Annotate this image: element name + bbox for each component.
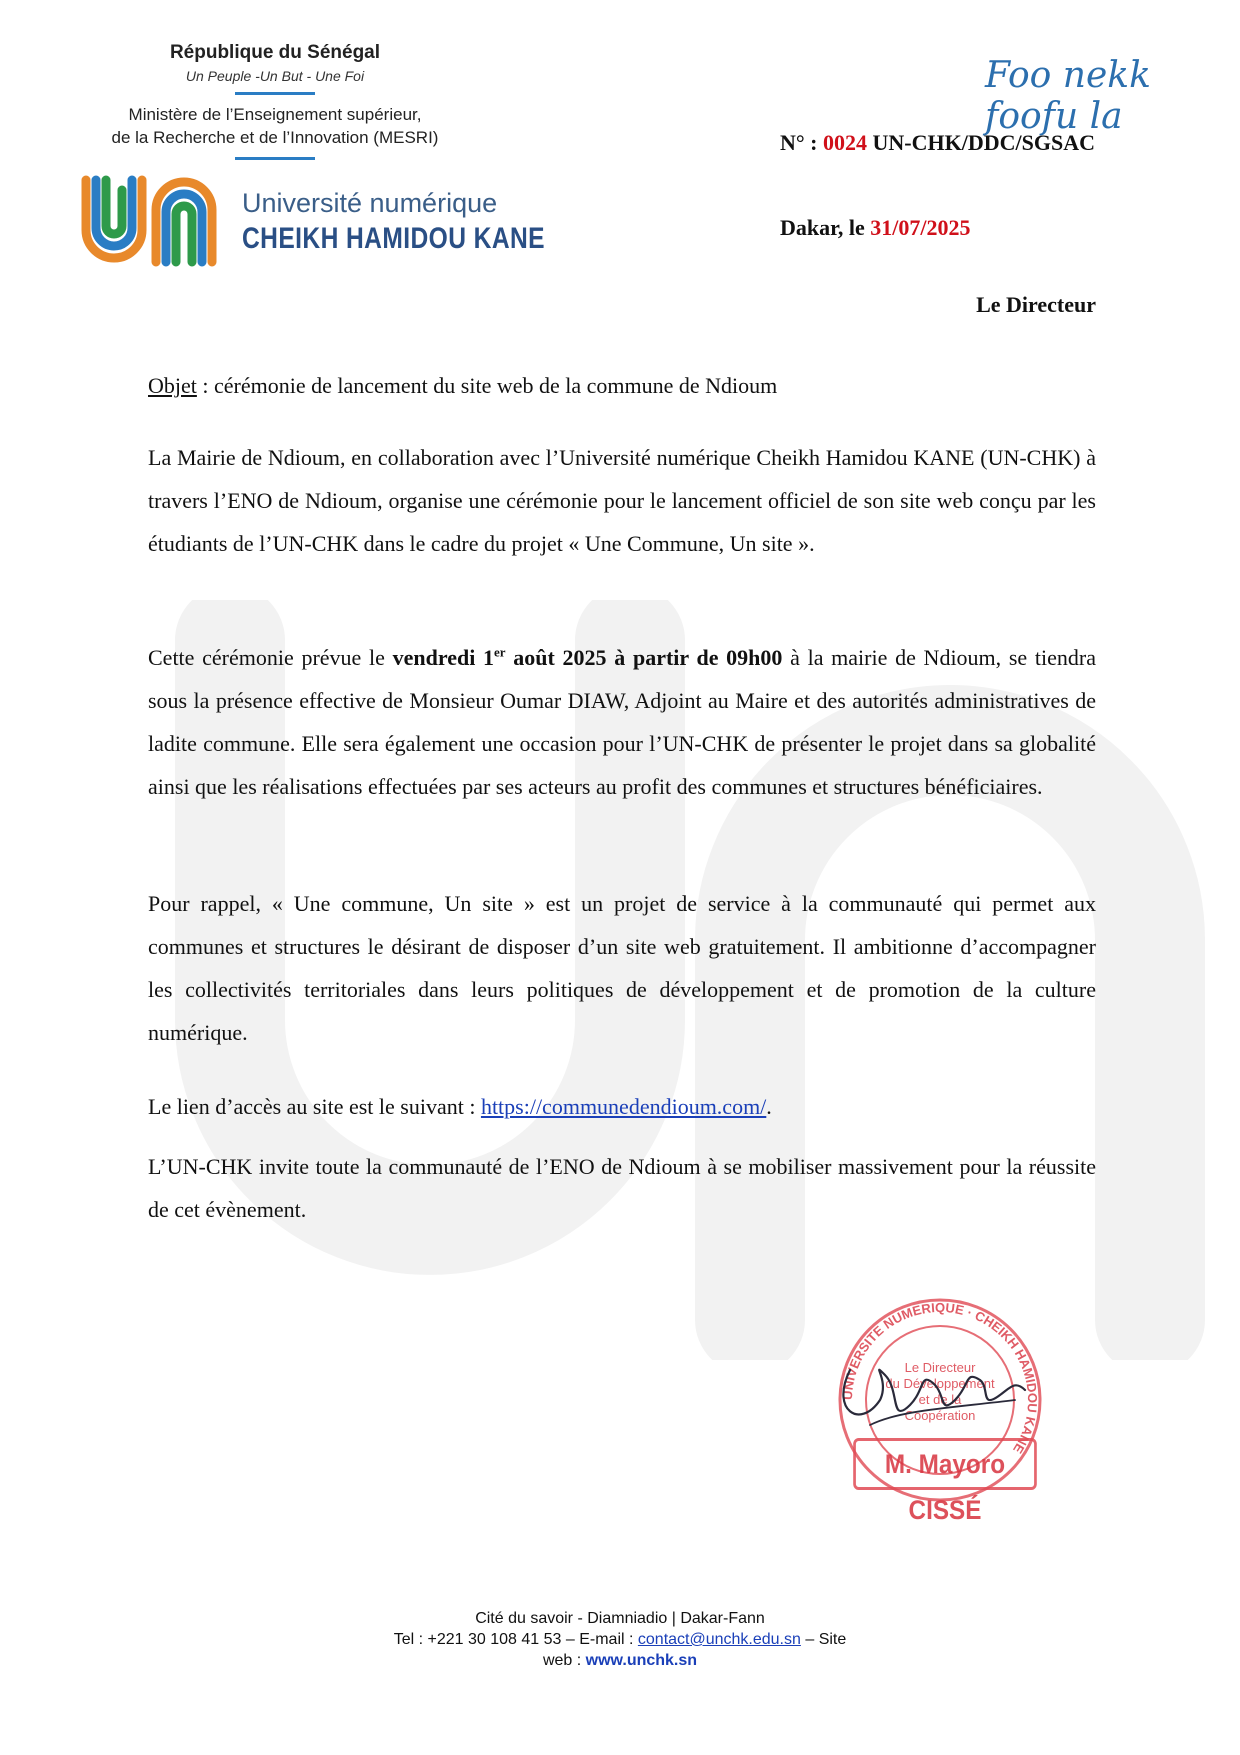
- event-time: août 2025 à partir de 09h00: [505, 645, 783, 670]
- signatory-title: Le Directeur: [976, 292, 1096, 317]
- divider: [235, 92, 315, 95]
- site-link[interactable]: https://communedendioum.com/: [480, 1094, 767, 1119]
- stamp-ring-text: UNIVERSITE NUMERIQUE · CHEIKH HAMIDOU KANE: [839, 1299, 1041, 1457]
- paragraph-3: Pour rappel, « Une commune, Un site » est un projet de service à la communauté qui permet aux communes et structures le désirant de disposer d’un site web gratuitement. Il ambitionne d’accompagner les collectivités territoriales dans leurs politiques de développement et de promotion de la culture numérique.: [148, 891, 1096, 1045]
- stamp-line-4: Coopération: [904, 1408, 976, 1423]
- national-motto: Un Peuple -Un But - Une Foi: [185, 68, 365, 84]
- paragraph-4-end: .: [766, 1094, 772, 1119]
- ministry-line-2: de la Recherche et de l’Innovation (MESRI): [111, 128, 439, 147]
- reference-suffix: UN-CHK/DDC/SGSAC: [867, 130, 1095, 155]
- header-institution: [60, 42, 490, 168]
- date-value: 31/07/2025: [870, 215, 971, 240]
- republic-name: République du Sénégal: [169, 42, 381, 63]
- handwritten-signature: [830, 1330, 1030, 1440]
- stamp-line-1: Le Directeur: [904, 1360, 976, 1375]
- paragraph-2-start: Cette cérémonie prévue le: [148, 645, 393, 670]
- paragraph-4: [148, 1085, 1096, 1128]
- footer-web-line: [320, 1650, 920, 1671]
- stamp-line-3: et de la: [918, 1392, 962, 1407]
- event-date-highlight: [393, 645, 783, 670]
- unchk-logo-icon: [78, 170, 223, 270]
- letter-date: [780, 215, 970, 241]
- ordinal-suffix: er: [494, 644, 506, 660]
- university-name-line-1: Université numérique: [242, 188, 498, 218]
- ministry-line-1: Ministère de l’Enseignement supérieur,: [128, 105, 422, 124]
- footer-contact: [320, 1608, 920, 1671]
- paragraph-2-end: à la mairie de Ndioum, se tiendra sous la présence effective de Monsieur Oumar DIAW, Adjoint au Maire et des autorités administratives de ladite commune. Elle sera également une occasion pour l’UN-CHK de présenter le projet dans sa globalité ainsi que les réalisations effectuées par ses acteurs au profit des communes et structures bénéficiaires.: [148, 645, 1096, 799]
- subject-text: cérémonie de lancement du site web de la commune de Ndioum: [214, 373, 778, 398]
- paragraph-2: [148, 636, 1096, 808]
- slogan: Foo nekk foofu la: [985, 55, 1151, 137]
- reference-number-value: 0024: [823, 130, 868, 155]
- divider: [235, 157, 315, 160]
- footer-web-label: web :: [542, 1652, 586, 1669]
- paragraph-1: La Mairie de Ndioum, en collaboration avec l’Université numérique Cheikh Hamidou KANE (UN-CHK) à travers l’ENO de Ndioum, organise une cérémonie pour le lancement officiel de son site web conçu par les étudiants de l’UN-CHK dans le cadre du projet « Une Commune, Un site ».: [148, 445, 1096, 556]
- paragraph-5: L’UN-CHK invite toute la communauté de l’ENO de Ndioum à se mobiliser massivement pour la réussite de cet évènement.: [148, 1154, 1096, 1222]
- reference-number: [780, 130, 1095, 156]
- footer-phone: Tel : +221 30 108 41 53 – E-mail :: [393, 1631, 638, 1648]
- footer-email-link[interactable]: contact@unchk.edu.sn: [637, 1631, 801, 1648]
- subject-line: [148, 364, 1096, 407]
- stamp-line-2: du Développement: [885, 1376, 995, 1391]
- event-day: vendredi 1: [392, 645, 495, 670]
- date-prefix: Dakar, le: [780, 215, 871, 240]
- footer-address: Cité du savoir - Diamniadio | Dakar-Fann: [475, 1610, 765, 1627]
- subject-separator: :: [196, 373, 215, 398]
- footer-website-link[interactable]: www.unchk.sn: [585, 1652, 698, 1669]
- reference-prefix: N° :: [780, 130, 824, 155]
- paragraph-4-start: Le lien d’accès au site est le suivant :: [148, 1094, 481, 1119]
- subject-label: Objet: [148, 373, 197, 398]
- university-name-line-2: CHEIKH HAMIDOU KANE: [242, 222, 545, 255]
- footer-site-label: – Site: [800, 1631, 847, 1648]
- stamp-signatory-name: M. Mayoro CISSÉ: [853, 1438, 1037, 1490]
- footer-contact-line: [320, 1629, 920, 1650]
